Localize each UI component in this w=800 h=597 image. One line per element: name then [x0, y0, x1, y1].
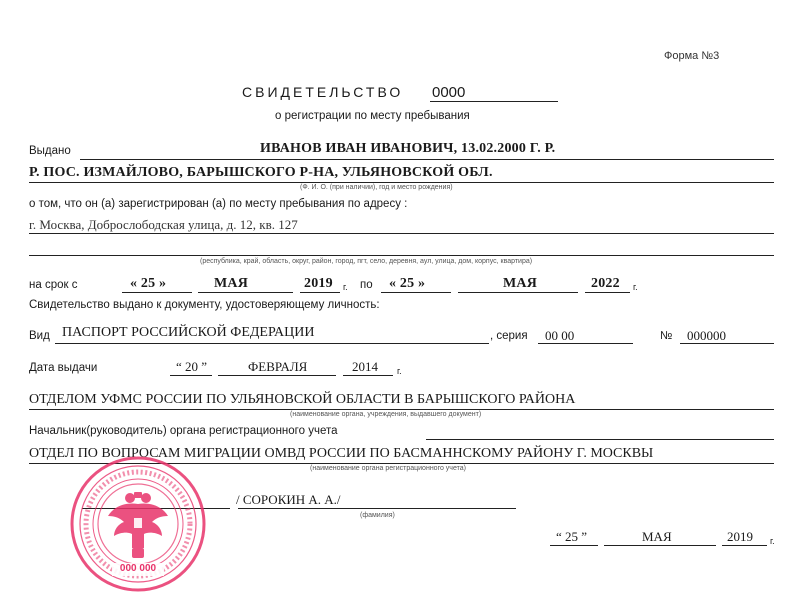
form-number-label: Форма №3: [664, 50, 720, 62]
period-to-month: МАЯ: [503, 276, 538, 291]
issuer-name: ОТДЕЛОМ УФМС РОССИИ ПО УЛЬЯНОВСКОЙ ОБЛАСТИ В БАРЫШСКОГО РАЙОНА: [29, 392, 576, 407]
issue-date-month: ФЕВРАЛЯ: [248, 359, 308, 374]
person-line1-underline: [80, 159, 774, 160]
chief-label: Начальник(руководитель) органа регистрационного учета: [29, 425, 338, 437]
sign-date-day-underline: [550, 545, 598, 546]
document-title: СВИДЕТЕЛЬСТВО: [242, 84, 404, 100]
period-from-year-abbr: г.: [343, 282, 348, 292]
sign-date-month: МАЯ: [642, 529, 672, 544]
issue-date-year-abbr: г.: [397, 366, 402, 376]
period-to-label: по: [360, 279, 373, 291]
period-from-day-underline: [122, 292, 192, 293]
person-name-birth: ИВАНОВ ИВАН ИВАНОВИЧ, 13.02.2000 Г. Р.: [260, 141, 556, 156]
address-caption: (республика, край, область, округ, район, город, пгт, село, деревня, аул, улица, дом, корпус, квартира): [200, 258, 533, 265]
signatory-name-underline: [238, 508, 516, 509]
identity-doc-statement: Свидетельство выдано к документу, удостоверяющему личность:: [29, 299, 380, 311]
period-to-day-underline: [381, 292, 451, 293]
person-caption: (Ф. И. О. (при наличии), год и место рождения): [300, 184, 453, 191]
period-to-year: 2022: [591, 276, 620, 291]
seal-number: 000 000: [119, 563, 157, 574]
sign-date-year-underline: [722, 545, 767, 546]
person-line2-underline: [29, 182, 774, 183]
issue-date-label: Дата выдачи: [29, 362, 98, 374]
period-to-year-underline: [585, 292, 630, 293]
sign-date-month-underline: [604, 545, 716, 546]
person-birthplace: Р. ПОС. ИЗМАЙЛОВО, БАРЫШСКОГО Р-НА, УЛЬЯНОВСКОЙ ОБЛ.: [29, 165, 493, 180]
official-seal: [68, 452, 208, 592]
period-label: на срок с: [29, 279, 78, 291]
period-from-year-underline: [300, 292, 340, 293]
doc-number: 000000: [687, 328, 726, 343]
sign-date-year-abbr: г.: [770, 536, 775, 546]
doc-number-label: №: [660, 330, 673, 342]
document-subtitle: о регистрации по месту пребывания: [275, 110, 470, 122]
doc-type-label: Вид: [29, 330, 50, 342]
doc-number-underline: [680, 343, 774, 344]
address-underline-2: [29, 255, 774, 256]
issue-date-month-underline: [218, 375, 336, 376]
issue-date-year: 2014: [352, 359, 378, 374]
doc-type-underline: [55, 343, 489, 344]
issue-date-day-underline: [170, 375, 212, 376]
chief-label-underline: [426, 439, 774, 440]
registration-organ-caption: (наименование органа регистрационного учета): [310, 465, 466, 472]
doc-type: ПАСПОРТ РОССИЙСКОЙ ФЕДЕРАЦИИ: [62, 325, 315, 340]
doc-series-label: , серия: [490, 330, 528, 342]
issued-label: Выдано: [29, 145, 71, 157]
issue-date-day: “ 20 ”: [176, 359, 208, 374]
certificate-number-underline: [430, 101, 558, 102]
issue-date-year-underline: [343, 375, 393, 376]
period-from-day: « 25 »: [130, 276, 167, 291]
signatory-name: / СОРОКИН А. А./: [236, 492, 341, 507]
period-from-month-underline: [198, 292, 293, 293]
certificate-number: 0000: [432, 84, 466, 101]
period-to-month-underline: [458, 292, 578, 293]
doc-series-underline: [538, 343, 633, 344]
registration-statement: о том, что он (а) зарегистрирован (а) по месту пребывания по адресу :: [29, 198, 408, 210]
period-from-month: МАЯ: [214, 276, 249, 291]
issuer-underline: [29, 409, 774, 410]
doc-series: 00 00: [545, 328, 575, 343]
issuer-caption: (наименование органа, учреждения, выдавшего документ): [290, 411, 482, 418]
address-underline-1: [29, 233, 774, 234]
period-to-year-abbr: г.: [633, 282, 638, 292]
period-to-day: « 25 »: [389, 276, 426, 291]
period-from-year: 2019: [304, 276, 333, 291]
sign-date-day: “ 25 ”: [556, 529, 588, 544]
registration-address: г. Москва, Доброслободская улица, д. 12, кв. 127: [29, 217, 298, 232]
registration-organ: ОТДЕЛ ПО ВОПРОСАМ МИГРАЦИИ ОМВД РОССИИ ПО БАСМАННСКОМУ РАЙОНУ Г. МОСКВЫ: [29, 446, 654, 461]
signatory-caption: (фамилия): [360, 512, 395, 519]
sign-date-year: 2019: [727, 529, 753, 544]
